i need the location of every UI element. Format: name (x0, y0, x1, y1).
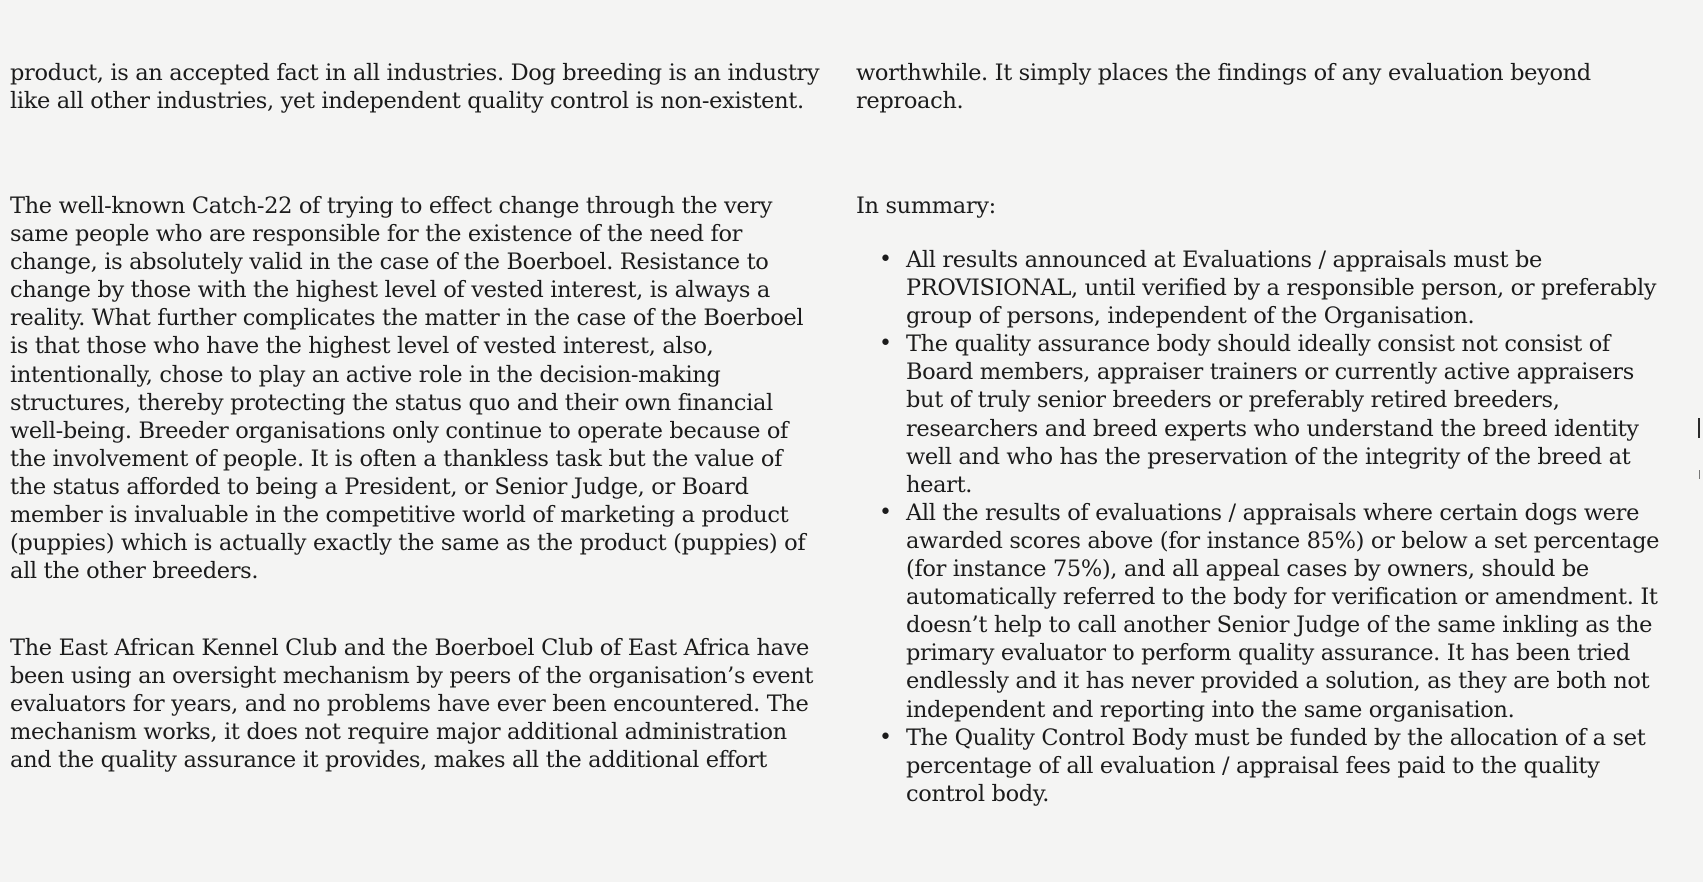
left-paragraph-1: product, is an accepted fact in all industries. Dog breeding is an industry like all other industries, yet independent quality control is non-existent. (10, 60, 820, 115)
summary-list-item (879, 499, 1666, 724)
summary-item-text: The quality assurance body should ideally consist not consist of Board members, appraiser trainers or currently active appraisers but of truly senior breeders or preferably retired breeders, researchers and breed experts who understand the breed identity well and who has the preservation of the integrity of the breed at heart. (906, 331, 1639, 498)
summary-list (856, 246, 1666, 808)
left-paragraph-2: The well-known Catch-22 of trying to effect change through the very same people who are responsible for the existence of the need for change, is absolutely valid in the case of the Boerboel. Resistance to change by those with the highest level of vested interest, is always a reality. What further complicates the matter in the case of the Boerboel is that those who have the highest level of vested interest, also, intentionally, chose to play an active role in the decision-making structures, thereby protecting the status quo and their own financial well-being. Breeder organisations only continue to operate because of the involvement of people. It is often a thankless task but the value of the status afforded to being a President, or Senior Judge, or Board member is invaluable in the competitive world of marketing a product (puppies) which is actually exactly the same as the product (puppies) of all the other breeders. (10, 193, 806, 585)
right-paragraph-1: worthwhile. It simply places the findings of any evaluation beyond reproach. (856, 60, 1591, 115)
summary-list-item (879, 724, 1666, 808)
summary-item-text: All the results of evaluations / appraisals where certain dogs were awarded scores above (for instance 85%) or below a set percentage (for instance 75%), and all appeal cases by owners, should be automatically referred to the body for verification or amendment. It doesn’t help to call another Senior Judge of the same inkling as the primary evaluator to perform quality assurance. It has been tried endlessly and it has never provided a solution, as they are both not independent and reporting into the same organisation. (906, 499, 1660, 723)
left-paragraph-3: The East African Kennel Club and the Boerboel Club of East Africa have been using an oversight mechanism by peers of the organisation’s event evaluators for years, and no problems have ever been encountered. The mechanism works, it does not require major additional administration and the quality assurance it provides, makes all the additional effort (10, 635, 814, 774)
bullet-icon: • (879, 724, 892, 750)
bullet-icon: • (879, 499, 892, 525)
bullet-icon: • (879, 247, 892, 272)
summary-item-text: The Quality Control Body must be funded by the allocation of a set percentage of all evaluation / appraisal fees paid to the quality control body. (906, 724, 1646, 807)
summary-list-item (879, 330, 1666, 499)
bullet-icon: • (879, 331, 892, 357)
summary-item-text: All results announced at Evaluations / appraisals must be PROVISIONAL, until verified by a responsible person, or preferably group of persons, independent of the Organisation. (906, 247, 1657, 330)
summary-list-item (879, 246, 1666, 330)
summary-heading: In summary: (856, 193, 996, 219)
edge-tick-mark (1699, 470, 1700, 479)
text-cursor-mark (1698, 418, 1700, 438)
